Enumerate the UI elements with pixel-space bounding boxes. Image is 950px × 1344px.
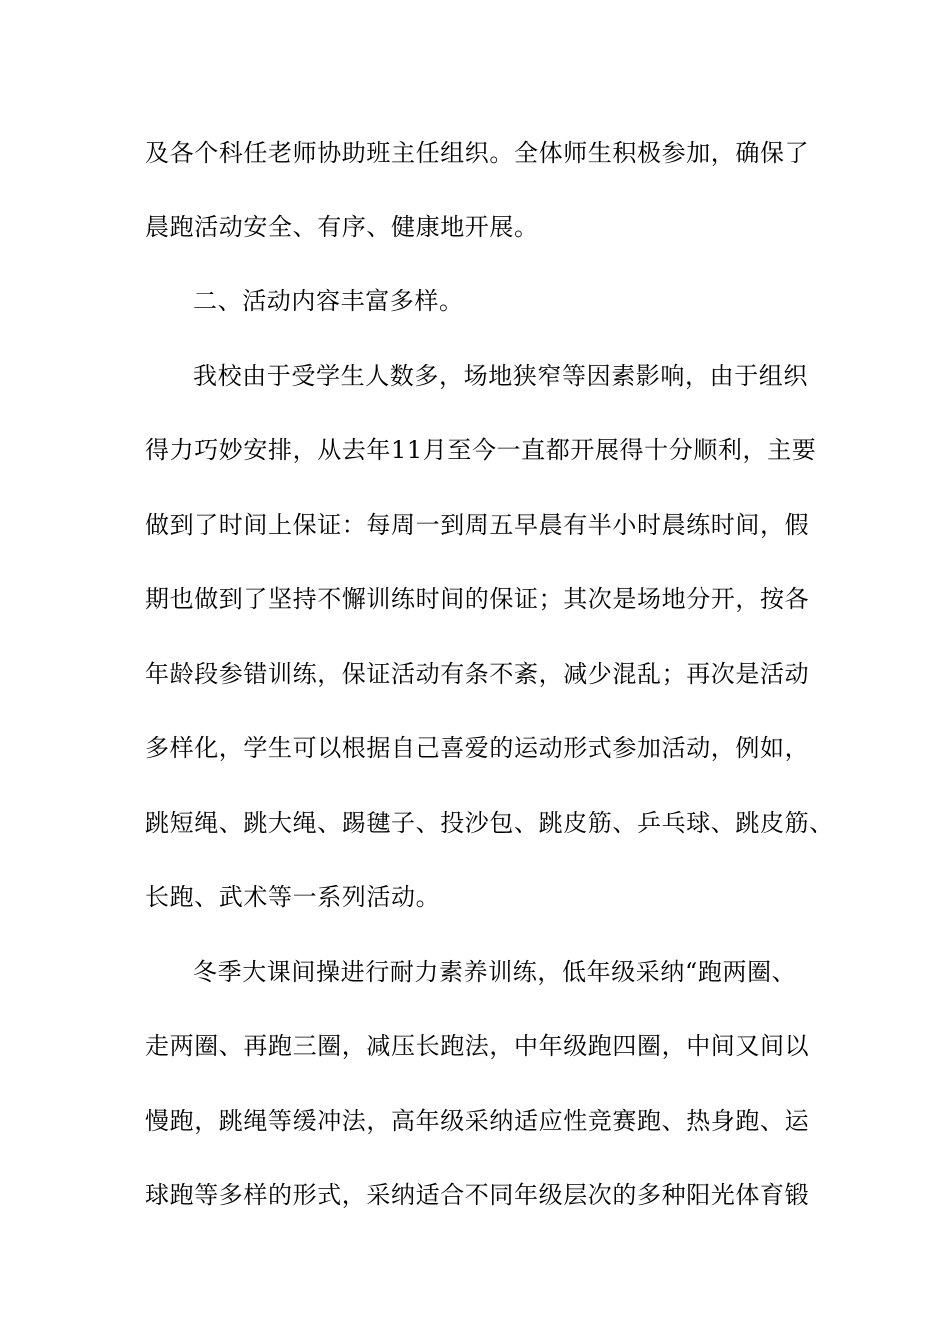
paragraph-first-line: 冬季大课间操进行耐力素养训练，低年级采纳“跑两圈、 bbox=[193, 958, 797, 986]
text-line: 晨跑活动安全、有序、健康地开展。 bbox=[145, 213, 539, 241]
text-line: 长跑、武术等一系列活动。 bbox=[145, 883, 441, 911]
text-line: 跳短绳、跳大绳、踢毽子、投沙包、跳皮筋、乒乓球、跳皮筋、 bbox=[145, 809, 834, 837]
text-line: 走两圈、再跑三圈，减压长跑法，中年级跑四圈，中间又间以 bbox=[145, 1032, 810, 1060]
text-line: 球跑等多样的形式，采纳适合不同年级层次的多种阳光体育锻 bbox=[145, 1181, 810, 1209]
text-line: 得力巧妙安排，从去年11月至今一直都开展得十分顺利，主要 bbox=[145, 436, 817, 464]
text-line: 期也做到了坚持不懈训练时间的保证；其次是场地分开，按各 bbox=[145, 585, 810, 613]
text-line: 及各个科任老师协助班主任组织。全体师生积极参加，确保了 bbox=[145, 139, 810, 167]
text-line: 多样化，学生可以根据自己喜爱的运动形式参加活动，例如， bbox=[145, 734, 810, 762]
text-line: 做到了时间上保证：每周一到周五早晨有半小时晨练时间，假 bbox=[145, 511, 810, 539]
text-line: 慢跑，跳绳等缓冲法，高年级采纳适应性竞赛跑、热身跑、运 bbox=[145, 1107, 810, 1135]
text-line: 年龄段参错训练，保证活动有条不紊，减少混乱；再次是活动 bbox=[145, 660, 810, 688]
paragraph-first-line: 我校由于受学生人数多，场地狭窄等因素影响，由于组织 bbox=[193, 362, 808, 390]
section-heading: 二、活动内容丰富多样。 bbox=[193, 287, 464, 315]
